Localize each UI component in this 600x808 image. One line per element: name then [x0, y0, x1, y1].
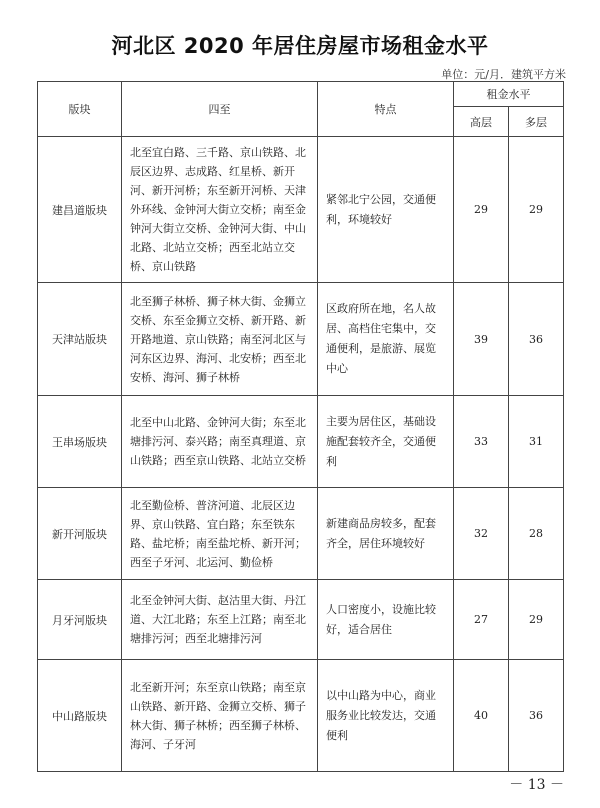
header-high-rise: 高层: [454, 107, 509, 137]
rent-multi-story: 31: [509, 396, 564, 488]
block-boundaries: 北至狮子林桥、狮子林大街、金狮立交桥、东至金狮立交桥、新开路、新开路地道、京山铁路；南至河北区与河东区边界、海河、北安桥；西至北安桥、海河、狮子林桥: [122, 283, 318, 396]
rent-multi-story: 29: [509, 137, 564, 283]
table-row: [38, 396, 564, 488]
block-name: 建昌道版块: [38, 137, 122, 283]
table-row: [38, 137, 564, 283]
rent-table: [37, 81, 564, 772]
block-name: 新开河版块: [38, 488, 122, 580]
rent-multi-story: 36: [509, 660, 564, 772]
rent-high-rise: 27: [454, 580, 509, 660]
rent-high-rise: 40: [454, 660, 509, 772]
block-name: 天津站版块: [38, 283, 122, 396]
block-features: 区政府所在地，名人故居、高档住宅集中，交通便利，是旅游、展览中心: [318, 283, 454, 396]
block-boundaries: 北至勤俭桥、普济河道、北辰区边界、京山铁路、宜白路；东至铁东路、盐坨桥；南至盐坨桥、新开河；西至子牙河、北运河、勤俭桥: [122, 488, 318, 580]
header-features: 特点: [318, 82, 454, 137]
block-boundaries: 北至宜白路、三千路、京山铁路、北辰区边界、志成路、红星桥、新开河、新开河桥；东至新开河桥、天津外环线、金钟河大街立交桥；南至金钟河大街立交桥、金钟河大街、中山北路、北站立交桥；西至北站立交桥、京山铁路: [122, 137, 318, 283]
block-features: 紧邻北宁公园，交通便利，环境较好: [318, 137, 454, 283]
page-title: 河北区 2020 年居住房屋市场租金水平: [111, 34, 489, 58]
block-features: 新建商品房较多，配套齐全，居住环境较好: [318, 488, 454, 580]
block-name: 月牙河版块: [38, 580, 122, 660]
header-boundaries: 四至: [122, 82, 318, 137]
rent-multi-story: 36: [509, 283, 564, 396]
unit-note: 单位：元/月．建筑平方米: [441, 68, 566, 81]
page-number: － 13 －: [509, 777, 564, 793]
rent-high-rise: 29: [454, 137, 509, 283]
block-features: 主要为居住区，基础设施配套较齐全，交通便利: [318, 396, 454, 488]
block-name: 中山路版块: [38, 660, 122, 772]
rent-high-rise: 39: [454, 283, 509, 396]
block-name: 王串场版块: [38, 396, 122, 488]
block-features: 以中山路为中心，商业服务业比较发达，交通便利: [318, 660, 454, 772]
rent-high-rise: 33: [454, 396, 509, 488]
rent-multi-story: 29: [509, 580, 564, 660]
block-boundaries: 北至金钟河大街、赵沽里大街、丹江道、大江北路；东至上江路；南至北塘排污河；西至北塘排污河: [122, 580, 318, 660]
table-row: [38, 580, 564, 660]
header-rent-level: 租金水平: [454, 82, 564, 107]
rent-multi-story: 28: [509, 488, 564, 580]
block-boundaries: 北至新开河；东至京山铁路；南至京山铁路、新开路、金狮立交桥、狮子林大街、狮子林桥；西至狮子林桥、海河、子牙河: [122, 660, 318, 772]
block-features: 人口密度小，设施比较好，适合居住: [318, 580, 454, 660]
header-multi-story: 多层: [509, 107, 564, 137]
rent-high-rise: 32: [454, 488, 509, 580]
table-row: [38, 660, 564, 772]
block-boundaries: 北至中山北路、金钟河大街；东至北塘排污河、泰兴路；南至真理道、京山铁路；西至京山铁路、北站立交桥: [122, 396, 318, 488]
table-row: [38, 283, 564, 396]
table-row: [38, 488, 564, 580]
header-block: 版块: [38, 82, 122, 137]
